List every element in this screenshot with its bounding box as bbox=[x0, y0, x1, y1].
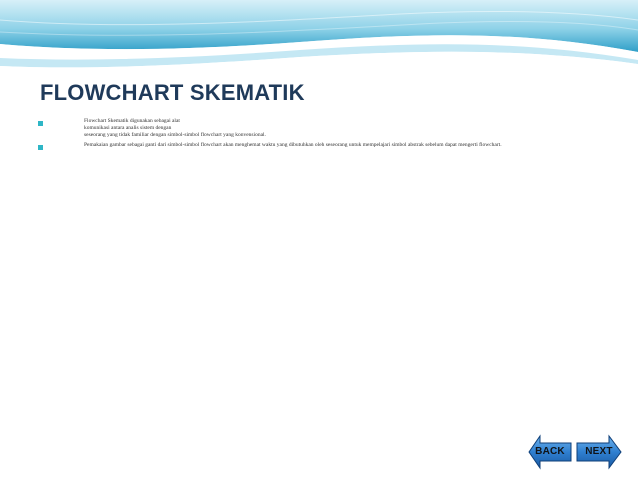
bullet-text-line: Pemakaian gambar sebagai ganti dari simbol-simbol flowchart akan menghemat waktu yang dibutuhkan oleh seseorang untuk mempelajari simbol abstrak sebelum dapat mengerti flowchart. bbox=[84, 142, 502, 148]
bullet-text-line: komunikasi antara analis sistem dengan bbox=[84, 125, 172, 131]
slide-title: FLOWCHART SKEMATIK bbox=[40, 80, 305, 105]
bullet-list bbox=[38, 118, 628, 152]
square-bullet-icon bbox=[38, 145, 43, 150]
bullet-item bbox=[38, 142, 628, 149]
bullet-text-line: Flowchart Skematik digunakan sebagai alat bbox=[84, 118, 180, 124]
square-bullet-icon bbox=[38, 121, 43, 126]
bullet-item bbox=[38, 118, 628, 139]
bullet-text-line: seseorang yang tidak familiar dengan simbol-simbol flowchart yang konvensional. bbox=[84, 132, 266, 138]
header-banner bbox=[0, 0, 638, 75]
next-button-label: NEXT bbox=[585, 446, 613, 457]
back-button[interactable] bbox=[528, 434, 572, 470]
back-button-label: BACK bbox=[535, 446, 565, 457]
next-button[interactable] bbox=[576, 434, 622, 470]
